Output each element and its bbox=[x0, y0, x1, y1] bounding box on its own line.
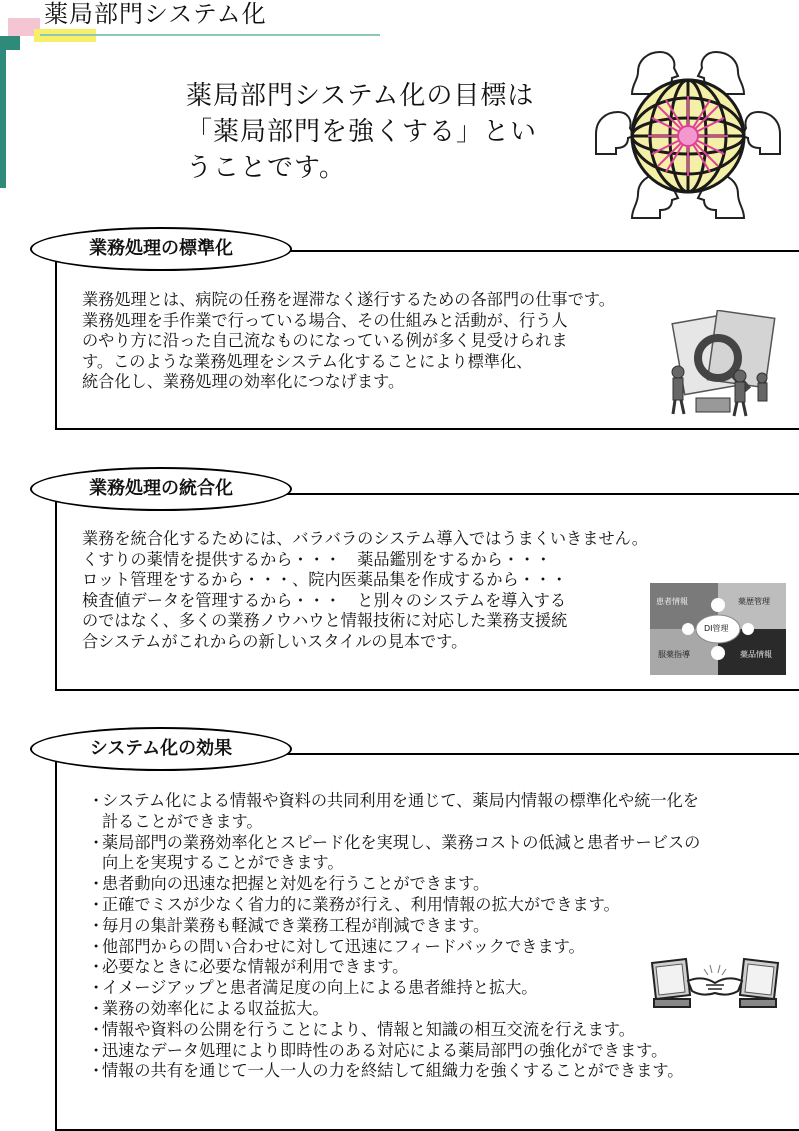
bullet: ・ bbox=[88, 1061, 105, 1081]
list-item-text: 情報の共有を通じて一人一人の力を終結して組織力を強くすることができます。 bbox=[102, 1061, 684, 1081]
computers-handshake-icon bbox=[648, 955, 782, 1013]
body-line: 統合化し、業務処理の効率化につなげます。 bbox=[82, 372, 405, 391]
list-item bbox=[88, 957, 700, 978]
body-line: 業務処理を手作業で行っている場合、その仕組みと活動が、行う人 bbox=[82, 310, 568, 330]
bullet: ・ bbox=[88, 791, 105, 810]
header-teal-square bbox=[6, 36, 20, 50]
list-item bbox=[88, 833, 700, 875]
goal-statement bbox=[186, 78, 566, 186]
list-item-text: 毎月の集計業務も軽減でき業務工程が削減できます。 bbox=[102, 915, 490, 935]
bullet: ・ bbox=[88, 957, 105, 977]
section-heading-effects: システム化の効果 bbox=[30, 727, 292, 771]
list-item bbox=[88, 1041, 700, 1062]
bullet: ・ bbox=[88, 832, 105, 852]
list-item bbox=[88, 978, 700, 999]
page-title: 薬局部門システム化 bbox=[44, 0, 267, 28]
list-item-text: 他部門からの問い合わせに対して迅速にフィードバックできます。 bbox=[102, 936, 585, 956]
list-item bbox=[88, 1020, 700, 1041]
effects-list bbox=[88, 791, 700, 1082]
body-line: くすりの薬情を提供するから・・・ 薬品鑑別をするから・・・ bbox=[82, 549, 552, 569]
section-body-standardization bbox=[82, 290, 615, 393]
list-item-continuation: 向上を実現することができます。 bbox=[102, 853, 344, 873]
bullet: ・ bbox=[88, 894, 105, 914]
list-item bbox=[88, 937, 700, 958]
puzzle-label-center: DI管理 bbox=[704, 624, 729, 633]
globe-people-icon bbox=[588, 44, 788, 229]
body-line: 検査値データを管理するから・・・ と別々のシステムを導入する bbox=[82, 590, 567, 610]
header-teal-vertical bbox=[0, 36, 6, 188]
section-body-integration bbox=[82, 529, 648, 652]
bullet: ・ bbox=[88, 915, 105, 935]
goal-line: うことです。 bbox=[186, 153, 346, 183]
body-line: 合システムがこれからの新しいスタイルの見本です。 bbox=[82, 631, 468, 651]
puzzle-pieces-icon bbox=[650, 583, 786, 675]
list-item-continuation: 計ることができます。 bbox=[102, 811, 263, 831]
body-line: 業務処理とは、病院の任務を遅滞なく遂行するための各部門の仕事です。 bbox=[82, 290, 615, 309]
bullet: ・ bbox=[88, 936, 105, 956]
bullet: ・ bbox=[88, 978, 105, 998]
list-item bbox=[88, 1061, 700, 1082]
puzzle-label-bottom-left: 服薬指導 bbox=[658, 650, 690, 659]
list-item-text: 情報や資料の公開を行うことにより、情報と知識の相互交流を行えます。 bbox=[102, 1019, 635, 1039]
puzzle-label-bottom-right: 薬品情報 bbox=[740, 650, 772, 659]
list-item-text: 患者動向の迅速な把握と対処を行うことができます。 bbox=[102, 874, 490, 894]
list-item-text: 必要なときに必要な情報が利用できます。 bbox=[102, 957, 409, 977]
goal-line: 薬局部門システム化の目標は bbox=[186, 81, 535, 111]
bullet: ・ bbox=[88, 1040, 105, 1060]
list-item bbox=[88, 874, 700, 895]
list-item bbox=[88, 916, 700, 937]
goal-line: 「薬局部門を強くする」とい bbox=[186, 117, 538, 147]
header-rule bbox=[40, 34, 380, 36]
bullet: ・ bbox=[88, 874, 105, 894]
body-line: ロット管理をするから・・・、院内医薬品集を作成するから・・・ bbox=[82, 570, 568, 589]
puzzle-label-top-right: 薬歴管理 bbox=[738, 597, 770, 606]
list-item-text: 薬局部門の業務効率化とスピード化を実現し、業務コストの低減と患者サービスの bbox=[102, 832, 701, 852]
list-item bbox=[88, 791, 700, 833]
body-line: のやり方に沿った自己流なものになっている例が多く見受けられま bbox=[82, 331, 568, 350]
section-heading-standardization: 業務処理の標準化 bbox=[30, 227, 292, 271]
section-heading-integration: 業務処理の統合化 bbox=[30, 467, 292, 511]
list-item-text: 正確でミスが少なく省力的に業務が行え、利用情報の拡大ができます。 bbox=[102, 894, 620, 914]
puzzle-label-top-left: 患者情報 bbox=[656, 597, 688, 606]
list-item-text: システム化による情報や資料の共同利用を通じて、薬局内情報の標準化や統一化を bbox=[102, 791, 699, 810]
list-item bbox=[88, 999, 700, 1020]
list-item-text: 迅速なデータ処理により即時性のある対応による薬局部門の強化ができます。 bbox=[102, 1040, 668, 1060]
list-item-text: 業務の効率化による収益拡大。 bbox=[102, 998, 329, 1018]
body-line: のではなく、多くの業務ノウハウと情報技術に対応した業務支援統 bbox=[82, 611, 568, 630]
body-line: す。このような業務処理をシステム化することにより標準化、 bbox=[82, 351, 533, 371]
bullet: ・ bbox=[88, 1019, 105, 1039]
list-item-text: イメージアップと患者満足度の向上による患者維持と拡大。 bbox=[102, 978, 538, 998]
office-workers-icon bbox=[656, 310, 782, 420]
bullet: ・ bbox=[88, 998, 105, 1018]
list-item bbox=[88, 895, 700, 916]
body-line: 業務を統合化するためには、バラバラのシステム導入ではうまくいきません。 bbox=[82, 529, 648, 548]
